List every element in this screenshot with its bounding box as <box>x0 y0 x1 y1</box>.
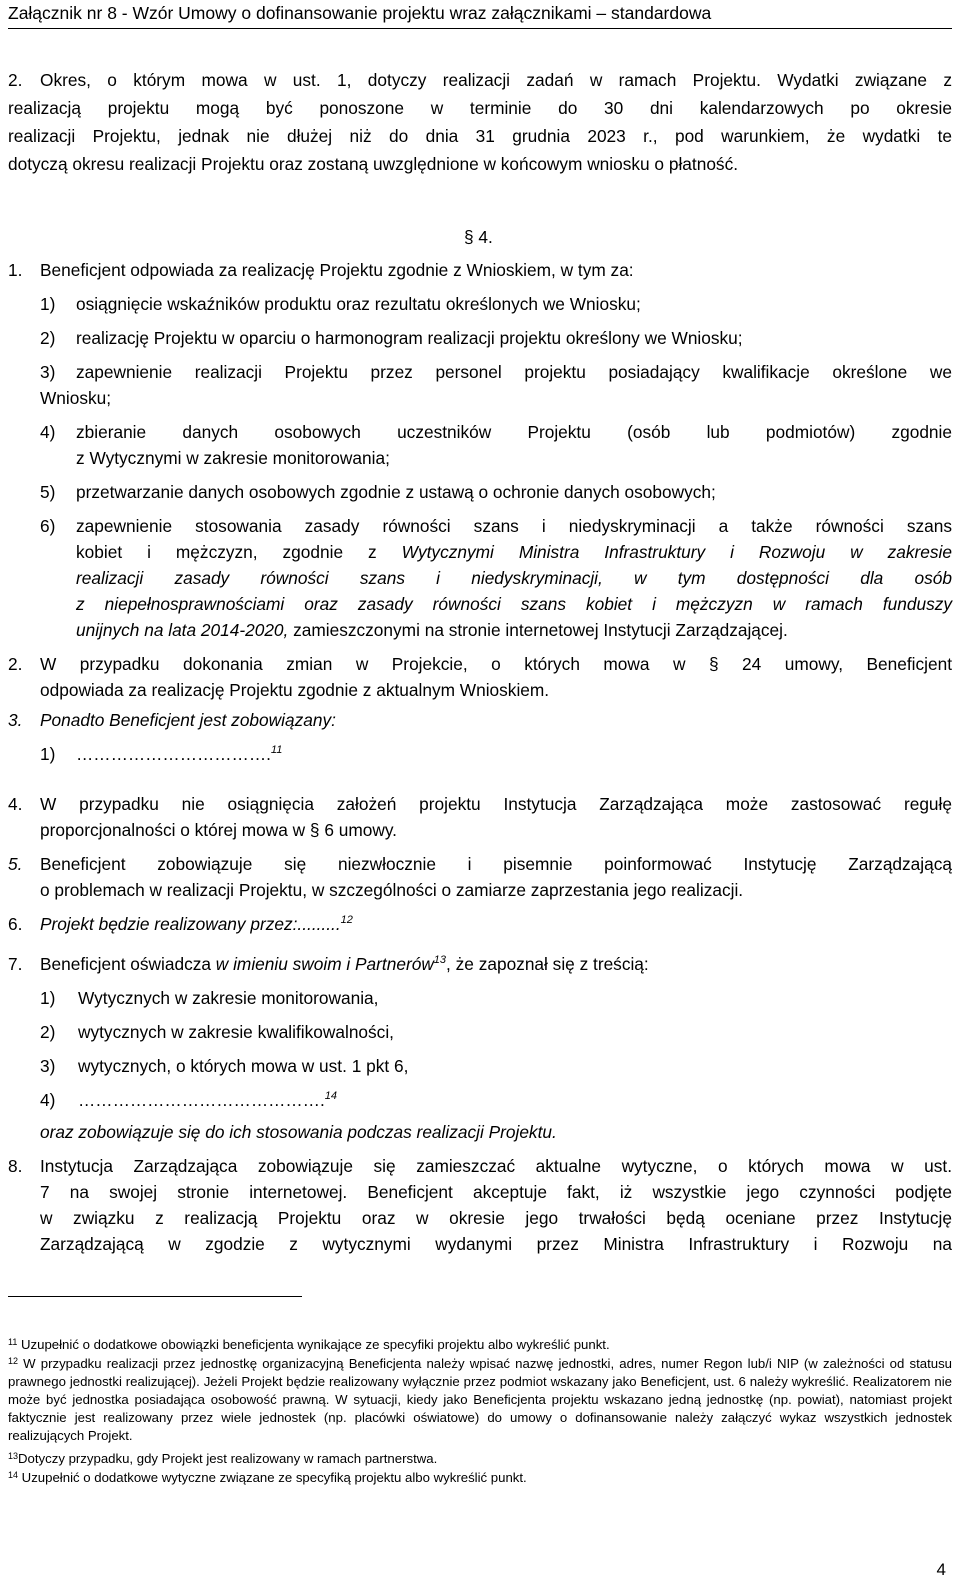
header-rule <box>8 28 952 29</box>
item-text: Projekt będzie realizowany przez:.........$^{12}$ <box>40 914 353 934</box>
subitem-text: przetwarzanie danych osobowych zgodnie z ustawą o ochronie danych osobowych; <box>76 482 716 502</box>
item-text: odpowiada za realizację Projektu zgodnie z aktualnym Wnioskiem. <box>40 680 550 700</box>
para-line: dotyczą okresu realizacji Projektu oraz zostaną uwzględnione w końcowym wniosku o płatność. <box>8 154 739 174</box>
item-text: proporcjonalności o której mowa w § 6 umowy. <box>40 820 397 840</box>
subitem-number: 4) <box>40 422 56 442</box>
para-line: realizacji Projektu, jednak nie dłużej niż do dnia 31 grudnia 2023 r., pod warunkiem, że wydatki te <box>8 126 952 146</box>
item-number: 3. <box>8 710 23 730</box>
footnote-11: $^{11}$ Uzupełnić o dodatkowe obowiązki beneficjenta wynikające ze specyfiki projektu albo wykreślić punkt. <box>8 1337 610 1352</box>
item-text: o problemach w realizacji Projektu, w szczególności o zamiarze zaprzestania jego realizacji. <box>40 880 744 900</box>
footnote-ref: 13 <box>433 954 447 966</box>
subitem-text: z niepełnosprawnościami oraz zasady równości szans kobiet i mężczyzn w ramach funduszy <box>76 594 952 614</box>
item-text: Beneficjent odpowiada za realizację Projektu zgodnie z Wnioskiem, w tym za: <box>40 260 634 280</box>
item-text: Ponadto Beneficjent jest zobowiązany: <box>40 710 336 730</box>
subitem-text: z Wytycznymi w zakresie monitorowania; <box>76 448 390 468</box>
item-number: 6. <box>8 914 23 934</box>
footnote-13: $^{13}$Dotyczy przypadku, gdy Projekt jest realizowany w ramach partnerstwa. <box>8 1451 438 1466</box>
subitem-text: Wniosku; <box>40 388 112 408</box>
item-number: 4. <box>8 794 23 814</box>
subitem-text: …………………………………….$^{14}$ <box>78 1090 337 1110</box>
subitem-text: zapewnienie realizacji Projektu przez personel projektu posiadający kwalifikacje określone we <box>76 362 952 382</box>
subitem-text: Wytycznych w zakresie monitorowania, <box>78 988 379 1008</box>
para-line: Okres, o którym mowa w ust. 1, dotyczy realizacji zadań w ramach Projektu. Wydatki związane z <box>40 70 952 90</box>
subitem-number: 1) <box>40 744 56 764</box>
footnote-ref: 11 <box>270 744 283 756</box>
footnote-12: $^{12}$ W przypadku realizacji przez jednostkę organizacyjną Beneficjenta należy wpisać nazwę jednostki, adres, numer Regon lub/i NIP (w zależności od statusu prawnego jednostki realizującej). Jeżeli Projekt będzie realizowany wyłącznie przez podmiot wskazany jako Beneficjent, ust. 6 należy wykreślić. Realizatorem nie może być jednostka posiadająca osobowość prawną. W sytuacji, kiedy jako Beneficjenta projektu wskazano jedną jednostkę (np. powiat), natomiast projekt faktycznie jest realizowany przez wiele jednostek (np. placówki oświatowe) do umowy o dofinansowanie należy załączyć wykaz wszystkich jednostek realizujących Projekt. <box>8 1356 952 1443</box>
subitem-number: 2) <box>40 1022 56 1042</box>
para-line: realizacją projektu mogą być ponoszone w terminie do 30 dni kalendarzowych po okresie <box>8 98 952 118</box>
item-number: 1. <box>8 260 23 280</box>
page-number: 4 <box>936 1560 946 1579</box>
subitem-number: 3) <box>40 362 56 382</box>
footnote-ref: 12 <box>340 914 353 926</box>
subitem-number: 2) <box>40 328 56 348</box>
subitem-text: zbieranie danych osobowych uczestników Projektu (osób lub podmiotów) zgodnie <box>76 422 952 442</box>
subitem-text: zapewnienie stosowania zasady równości szans i niedyskryminacji a także równości szans <box>76 516 952 536</box>
subitem-text: osiągnięcie wskaźników produktu oraz rezultatu określonych we Wniosku; <box>76 294 641 314</box>
footnote-separator <box>8 1296 302 1297</box>
section-heading: § 4. <box>464 227 493 247</box>
item-text: Instytucja Zarządzająca zobowiązuje się zamieszczać aktualne wytyczne, o których mowa w ust. <box>40 1156 952 1176</box>
item-text: w związku z realizacją Projektu oraz w okresie jego trwałości będą oceniane przez Instytucję <box>40 1208 952 1228</box>
item-text: W przypadku nie osiągnięcia założeń projektu Instytucja Zarządzająca może zastosować regułę <box>40 794 952 814</box>
item-number: 8. <box>8 1156 23 1176</box>
subitem-number: 6) <box>40 516 56 536</box>
page-header: Załącznik nr 8 - Wzór Umowy o dofinansowanie projektu wraz załącznikami – standardowa <box>8 3 712 23</box>
item-number: 7. <box>8 954 23 974</box>
subitem-number: 5) <box>40 482 56 502</box>
subitem-number: 4) <box>40 1090 56 1110</box>
subitem-text: realizacji zasady równości szans i niedyskryminacji, w tym dostępności dla osób <box>76 568 952 588</box>
subitem-text: kobiet i mężczyzn, zgodnie z Wytycznymi Ministra Infrastruktury i Rozwoju w zakresie <box>76 542 952 562</box>
para-number: 2. <box>8 70 23 90</box>
item-text: W przypadku dokonania zmian w Projekcie, o których mowa w § 24 umowy, Beneficjent <box>40 654 952 674</box>
subitem-text: unijnych na lata 2014-2020, zamieszczonymi na stronie internetowej Instytucji Zarządzającej. <box>76 620 788 640</box>
item-number: 2. <box>8 654 23 674</box>
subitem-number: 1) <box>40 988 56 1008</box>
subitem-text: wytycznych w zakresie kwalifikowalności, <box>78 1022 394 1042</box>
item-number: 5. <box>8 854 23 874</box>
item-text: Beneficjent oświadcza w imieniu swoim i Partnerów$^{13}$, że zapoznał się z treścią: <box>40 954 649 974</box>
footnote-14: $^{14}$ Uzupełnić o dodatkowe wytyczne związane ze specyfiką projektu albo wykreślić punkt. <box>8 1470 527 1485</box>
subitem-text: wytycznych, o których mowa w ust. 1 pkt 6, <box>78 1056 409 1076</box>
item-text: Zarządzającą w zgodzie z wytycznymi wydanymi przez Ministra Infrastruktury i Rozwoju na <box>40 1234 952 1254</box>
subitem-text: realizację Projektu w oparciu o harmonogram realizacji projektu określony we Wniosku; <box>76 328 743 348</box>
item-text: Beneficjent zobowiązuje się niezwłocznie i pisemnie poinformować Instytucję Zarządzającą <box>40 854 952 874</box>
subitem-number: 3) <box>40 1056 56 1076</box>
item-text: 7 na swojej stronie internetowej. Beneficjent akceptuje fakt, iż wszystkie jego czynności podjęte <box>40 1182 952 1202</box>
item-text: oraz zobowiązuje się do ich stosowania podczas realizacji Projektu. <box>40 1122 557 1142</box>
footnote-ref: 14 <box>324 1090 337 1102</box>
subitem-text: …………………………….$^{11}$ <box>76 744 283 764</box>
subitem-number: 1) <box>40 294 56 314</box>
